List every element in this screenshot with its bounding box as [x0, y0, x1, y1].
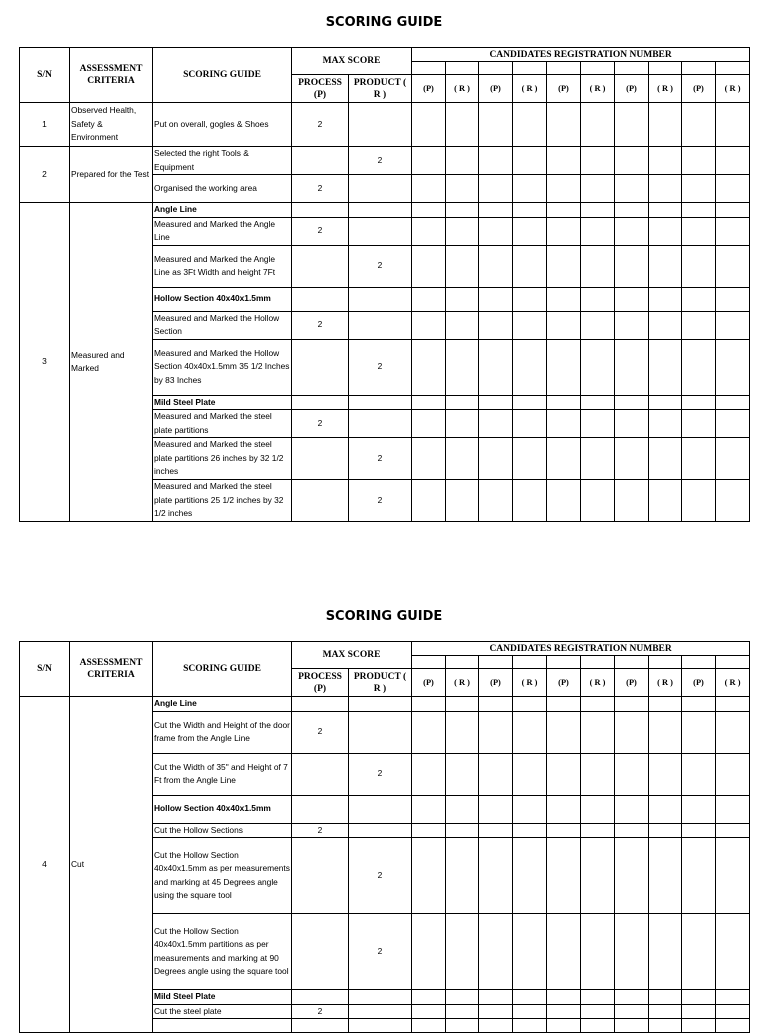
score-cell[interactable]	[716, 175, 750, 203]
header-product: PRODUCT ( R )	[349, 669, 412, 697]
score-cell[interactable]	[649, 103, 682, 147]
score-cell[interactable]	[446, 838, 479, 914]
score-cell[interactable]	[479, 914, 513, 990]
score-cell[interactable]	[412, 339, 446, 395]
row-sn: 4	[20, 697, 70, 1033]
header-sn: S/N	[20, 48, 70, 103]
row-guide: Cut the Hollow Sections	[153, 823, 292, 838]
score-cell[interactable]	[615, 217, 649, 245]
score-cell[interactable]	[682, 147, 716, 175]
score-cell[interactable]	[479, 438, 513, 480]
candidate-col-p: (P)	[412, 669, 446, 697]
row-product-score	[349, 175, 412, 203]
section-heading: Mild Steel Plate	[153, 990, 292, 1005]
score-cell[interactable]	[615, 410, 649, 438]
score-cell[interactable]	[682, 1004, 716, 1019]
row-guide: Measured and Marked the steel plate partitions 25 1/2 inches by 32 1/2 inches	[153, 480, 292, 522]
row-criteria: Cut	[70, 697, 153, 1033]
score-cell[interactable]	[479, 1019, 513, 1033]
score-cell[interactable]	[581, 480, 615, 522]
scoring-table-2	[19, 641, 750, 1033]
score-cell[interactable]	[649, 914, 682, 990]
row-process-score: 2	[292, 410, 349, 438]
score-cell[interactable]	[479, 311, 513, 339]
section-heading: Mild Steel Plate	[153, 395, 292, 410]
score-cell[interactable]	[479, 838, 513, 914]
score-cell[interactable]	[412, 1019, 446, 1033]
row-process-score	[292, 147, 349, 175]
score-cell[interactable]	[547, 480, 581, 522]
score-cell[interactable]	[581, 311, 615, 339]
score-cell[interactable]	[615, 438, 649, 480]
score-cell[interactable]	[547, 838, 581, 914]
header-candidates-registration: CANDIDATES REGISTRATION NUMBER	[412, 642, 750, 656]
score-cell[interactable]	[615, 339, 649, 395]
score-cell[interactable]	[682, 245, 716, 287]
score-cell[interactable]	[716, 245, 750, 287]
row-process-score	[292, 245, 349, 287]
row-process-score	[292, 438, 349, 480]
row-process-score: 2	[292, 311, 349, 339]
row-process-score	[292, 339, 349, 395]
score-cell[interactable]	[412, 217, 446, 245]
score-cell[interactable]	[581, 711, 615, 753]
score-cell[interactable]	[615, 103, 649, 147]
row-guide: Measured and Marked the steel plate partitions 26 inches by 32 1/2 inches	[153, 438, 292, 480]
row-guide: Selected the right Tools & Equipment	[153, 147, 292, 175]
score-cell[interactable]	[716, 410, 750, 438]
header-sn: S/N	[20, 642, 70, 697]
score-cell[interactable]	[412, 103, 446, 147]
candidate-col-r: ( R )	[649, 669, 682, 697]
score-cell[interactable]	[513, 339, 547, 395]
score-cell[interactable]	[479, 245, 513, 287]
score-cell[interactable]	[446, 339, 479, 395]
score-cell[interactable]	[716, 339, 750, 395]
candidate-col-r: ( R )	[581, 669, 615, 697]
score-cell[interactable]	[615, 914, 649, 990]
row-process-score	[292, 480, 349, 522]
row-guide: Put on overall, gogles & Shoes	[153, 103, 292, 147]
score-cell[interactable]	[649, 1019, 682, 1033]
score-cell[interactable]	[412, 410, 446, 438]
row-product-score	[349, 711, 412, 753]
row-guide: Measured and Marked the Angle Line	[153, 217, 292, 245]
score-cell[interactable]	[682, 1019, 716, 1033]
score-cell[interactable]	[547, 147, 581, 175]
score-cell[interactable]	[513, 823, 547, 838]
score-cell[interactable]	[615, 1004, 649, 1019]
score-cell[interactable]	[412, 823, 446, 838]
score-cell[interactable]	[716, 1004, 750, 1019]
header-assessment-criteria: ASSESSMENT CRITERIA	[70, 642, 153, 697]
candidate-col-r: ( R )	[581, 75, 615, 103]
score-cell[interactable]	[479, 711, 513, 753]
score-cell[interactable]	[412, 147, 446, 175]
row-criteria: Measured and Marked	[70, 203, 153, 522]
score-cell[interactable]	[682, 217, 716, 245]
score-cell[interactable]	[412, 175, 446, 203]
row-sn: 3	[20, 203, 70, 522]
scoring-table-1	[19, 47, 750, 522]
score-cell[interactable]	[547, 438, 581, 480]
score-cell[interactable]	[412, 311, 446, 339]
row-sn: 1	[20, 103, 70, 147]
row-guide: Cut the Width of 35" and Height of 7 Ft from the Angle Line	[153, 753, 292, 795]
row-product-score: 2	[349, 438, 412, 480]
score-cell[interactable]	[649, 175, 682, 203]
score-cell[interactable]	[547, 410, 581, 438]
score-cell[interactable]	[446, 245, 479, 287]
score-cell[interactable]	[649, 311, 682, 339]
score-cell[interactable]	[446, 217, 479, 245]
score-cell[interactable]	[682, 711, 716, 753]
score-cell[interactable]	[581, 339, 615, 395]
score-cell[interactable]	[412, 914, 446, 990]
score-cell[interactable]	[649, 838, 682, 914]
score-cell[interactable]	[446, 410, 479, 438]
score-cell[interactable]	[513, 175, 547, 203]
header-process: PROCESS (P)	[292, 669, 349, 697]
header-process: PROCESS (P)	[292, 75, 349, 103]
score-cell[interactable]	[479, 753, 513, 795]
score-cell[interactable]	[716, 1019, 750, 1033]
score-cell[interactable]	[615, 175, 649, 203]
score-cell[interactable]	[581, 217, 615, 245]
candidate-col-p: (P)	[479, 75, 513, 103]
score-cell[interactable]	[649, 438, 682, 480]
row-process-score: 2	[292, 823, 349, 838]
header-assessment-criteria: ASSESSMENT CRITERIA	[70, 48, 153, 103]
row-guide: Measured and Marked the Hollow Section	[153, 311, 292, 339]
score-cell[interactable]	[649, 480, 682, 522]
score-cell[interactable]	[615, 823, 649, 838]
header-candidates-registration: CANDIDATES REGISTRATION NUMBER	[412, 48, 750, 62]
section-heading: Angle Line	[153, 697, 292, 712]
score-cell[interactable]	[649, 1004, 682, 1019]
score-cell[interactable]	[513, 838, 547, 914]
score-cell[interactable]	[479, 339, 513, 395]
page-title-1: SCORING GUIDE	[325, 15, 443, 30]
candidate-col-p: (P)	[412, 75, 446, 103]
score-cell[interactable]	[682, 480, 716, 522]
score-cell[interactable]	[412, 711, 446, 753]
header-max-score: MAX SCORE	[292, 642, 412, 669]
row-product-score: 2	[349, 838, 412, 914]
row-product-score	[349, 311, 412, 339]
candidate-col-p: (P)	[682, 75, 716, 103]
score-cell[interactable]	[446, 1019, 479, 1033]
score-cell[interactable]	[649, 245, 682, 287]
score-cell[interactable]	[479, 175, 513, 203]
score-cell[interactable]	[682, 914, 716, 990]
candidate-col-r: ( R )	[446, 669, 479, 697]
table-row	[20, 697, 750, 712]
score-cell[interactable]	[581, 438, 615, 480]
score-cell[interactable]	[682, 838, 716, 914]
header-max-score: MAX SCORE	[292, 48, 412, 75]
score-cell[interactable]	[513, 480, 547, 522]
score-cell[interactable]	[615, 1019, 649, 1033]
score-cell[interactable]	[716, 753, 750, 795]
score-cell[interactable]	[615, 838, 649, 914]
header-product: PRODUCT ( R )	[349, 75, 412, 103]
score-cell[interactable]	[412, 838, 446, 914]
score-cell[interactable]	[615, 245, 649, 287]
score-cell[interactable]	[547, 711, 581, 753]
row-criteria: Prepared for the Test	[70, 147, 153, 203]
row-process-score: 2	[292, 217, 349, 245]
row-criteria: Observed Health, Safety & Environment	[70, 103, 153, 147]
score-cell[interactable]	[547, 103, 581, 147]
score-cell[interactable]	[513, 1004, 547, 1019]
score-cell[interactable]	[682, 103, 716, 147]
candidate-col-p: (P)	[682, 669, 716, 697]
score-cell[interactable]	[513, 217, 547, 245]
score-cell[interactable]	[716, 838, 750, 914]
candidate-col-r: ( R )	[716, 669, 750, 697]
row-process-score	[292, 753, 349, 795]
score-cell[interactable]	[649, 753, 682, 795]
row-product-score: 2	[349, 753, 412, 795]
score-cell[interactable]	[513, 914, 547, 990]
row-product-score	[349, 103, 412, 147]
score-cell[interactable]	[581, 147, 615, 175]
score-cell[interactable]	[446, 103, 479, 147]
score-cell[interactable]	[716, 438, 750, 480]
header-scoring-guide: SCORING GUIDE	[153, 48, 292, 103]
row-product-score: 2	[349, 914, 412, 990]
score-cell[interactable]	[446, 823, 479, 838]
score-cell[interactable]	[513, 147, 547, 175]
score-cell[interactable]	[547, 753, 581, 795]
row-product-score: 2	[349, 339, 412, 395]
score-cell[interactable]	[412, 1004, 446, 1019]
score-cell[interactable]	[479, 217, 513, 245]
score-cell[interactable]	[479, 410, 513, 438]
score-cell[interactable]	[513, 1019, 547, 1033]
row-guide: Organised the working area	[153, 175, 292, 203]
score-cell[interactable]	[649, 711, 682, 753]
score-cell[interactable]	[649, 410, 682, 438]
row-guide: Cut the Hollow Section 40x40x1.5mm as per measurements and marking at 45 Degrees angle using the square tool	[153, 838, 292, 914]
score-cell[interactable]	[547, 1004, 581, 1019]
section-heading: Angle Line	[153, 203, 292, 218]
score-cell[interactable]	[547, 1019, 581, 1033]
score-cell[interactable]	[547, 914, 581, 990]
score-cell[interactable]	[513, 103, 547, 147]
score-cell[interactable]	[513, 410, 547, 438]
score-cell[interactable]	[479, 103, 513, 147]
row-product-score	[349, 410, 412, 438]
row-process-score	[292, 914, 349, 990]
score-cell[interactable]	[513, 711, 547, 753]
score-cell[interactable]	[716, 480, 750, 522]
row-guide: Cut the Width and Height of the door frame from the Angle Line	[153, 711, 292, 753]
table-row	[20, 203, 750, 218]
score-cell[interactable]	[412, 245, 446, 287]
row-process-score: 2	[292, 711, 349, 753]
score-cell[interactable]	[446, 711, 479, 753]
score-cell[interactable]	[547, 823, 581, 838]
table-row	[20, 103, 750, 147]
score-cell[interactable]	[446, 147, 479, 175]
score-cell[interactable]	[649, 217, 682, 245]
score-cell[interactable]	[615, 311, 649, 339]
score-cell[interactable]	[716, 103, 750, 147]
page-title-2: SCORING GUIDE	[325, 609, 443, 624]
score-cell[interactable]	[581, 838, 615, 914]
score-cell[interactable]	[682, 410, 716, 438]
row-process-score: 2	[292, 103, 349, 147]
score-cell[interactable]	[716, 711, 750, 753]
score-cell[interactable]	[615, 480, 649, 522]
score-cell[interactable]	[581, 753, 615, 795]
section-heading: Hollow Section 40x40x1.5mm	[153, 287, 292, 311]
score-cell[interactable]	[682, 339, 716, 395]
candidate-col-p: (P)	[547, 75, 581, 103]
candidate-col-r: ( R )	[649, 75, 682, 103]
row-product-score	[349, 823, 412, 838]
score-cell[interactable]	[513, 438, 547, 480]
score-cell[interactable]	[716, 311, 750, 339]
row-guide: Cut the Hollow Section 40x40x1.5mm partitions as per measurements and marking at 90 Degrees angle using the square tool	[153, 914, 292, 990]
score-cell[interactable]	[615, 711, 649, 753]
score-cell[interactable]	[682, 175, 716, 203]
score-cell[interactable]	[581, 175, 615, 203]
candidate-col-r: ( R )	[446, 75, 479, 103]
score-cell[interactable]	[649, 147, 682, 175]
score-cell[interactable]	[479, 823, 513, 838]
section-heading: Hollow Section 40x40x1.5mm	[153, 795, 292, 823]
score-cell[interactable]	[446, 753, 479, 795]
row-process-score	[292, 838, 349, 914]
candidate-col-p: (P)	[479, 669, 513, 697]
candidate-col-r: ( R )	[513, 669, 547, 697]
table-row	[20, 147, 750, 175]
score-cell[interactable]	[547, 339, 581, 395]
score-cell[interactable]	[682, 753, 716, 795]
score-cell[interactable]	[446, 175, 479, 203]
score-cell[interactable]	[513, 245, 547, 287]
score-cell[interactable]	[716, 217, 750, 245]
row-product-score	[349, 217, 412, 245]
score-cell[interactable]	[682, 311, 716, 339]
score-cell[interactable]	[412, 753, 446, 795]
score-cell[interactable]	[581, 1019, 615, 1033]
candidate-col-r: ( R )	[513, 75, 547, 103]
score-cell[interactable]	[716, 823, 750, 838]
score-cell[interactable]	[682, 823, 716, 838]
score-cell[interactable]	[479, 147, 513, 175]
score-cell[interactable]	[581, 823, 615, 838]
score-cell[interactable]	[446, 311, 479, 339]
score-cell[interactable]	[649, 339, 682, 395]
score-cell[interactable]	[412, 480, 446, 522]
score-cell[interactable]	[479, 480, 513, 522]
score-cell[interactable]	[581, 245, 615, 287]
score-cell[interactable]	[716, 914, 750, 990]
row-product-score: 2	[349, 480, 412, 522]
score-cell[interactable]	[547, 175, 581, 203]
score-cell[interactable]	[581, 1004, 615, 1019]
score-cell[interactable]	[716, 147, 750, 175]
row-product-score: 2	[349, 147, 412, 175]
score-cell[interactable]	[513, 311, 547, 339]
score-cell[interactable]	[513, 753, 547, 795]
header-scoring-guide: SCORING GUIDE	[153, 642, 292, 697]
score-cell[interactable]	[547, 245, 581, 287]
row-product-score	[349, 1004, 412, 1019]
row-guide: Cut the steel plate	[153, 1004, 292, 1019]
row-process-score: 2	[292, 175, 349, 203]
candidate-col-p: (P)	[615, 669, 649, 697]
score-cell[interactable]	[682, 438, 716, 480]
row-guide: Measured and Marked the Angle Line as 3Ft Width and height 7Ft	[153, 245, 292, 287]
candidate-col-r: ( R )	[716, 75, 750, 103]
candidate-col-p: (P)	[547, 669, 581, 697]
score-cell[interactable]	[446, 438, 479, 480]
score-cell[interactable]	[615, 753, 649, 795]
row-sn: 2	[20, 147, 70, 203]
score-cell[interactable]	[446, 480, 479, 522]
score-cell[interactable]	[446, 1004, 479, 1019]
score-cell[interactable]	[547, 217, 581, 245]
score-cell[interactable]	[446, 914, 479, 990]
score-cell[interactable]	[615, 147, 649, 175]
score-cell[interactable]	[581, 410, 615, 438]
score-cell[interactable]	[581, 103, 615, 147]
row-guide: Measured and Marked the Hollow Section 40x40x1.5mm 35 1/2 Inches by 83 Inches	[153, 339, 292, 395]
score-cell[interactable]	[412, 438, 446, 480]
score-cell[interactable]	[581, 914, 615, 990]
score-cell[interactable]	[479, 1004, 513, 1019]
row-guide: Measured and Marked the steel plate partitions	[153, 410, 292, 438]
score-cell[interactable]	[649, 823, 682, 838]
row-process-score: 2	[292, 1004, 349, 1019]
row-product-score: 2	[349, 245, 412, 287]
score-cell[interactable]	[547, 311, 581, 339]
candidate-col-p: (P)	[615, 75, 649, 103]
